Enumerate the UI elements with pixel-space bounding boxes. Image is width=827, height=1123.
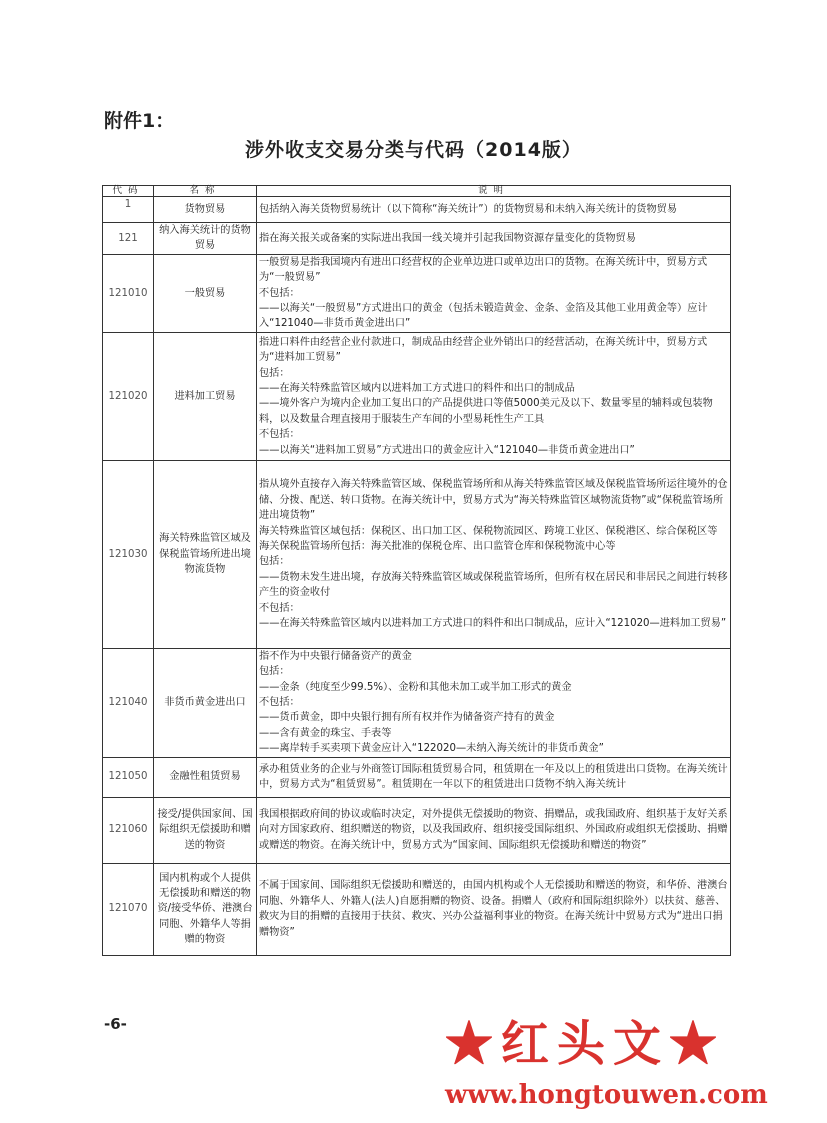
description-line: ——以海关“进料加工贸易”方式进出口的黄金应计入“121040—非货币黄金进出口” [259, 444, 635, 456]
description-line: 包括纳入海关货物贸易统计（以下简称“海关统计”）的货物贸易和未纳入海关统计的货物贸易 [259, 203, 678, 215]
description-line: 不包括： [259, 287, 300, 299]
description-line: ——以海关“一般贸易”方式进出口的黄金（包括未锻造黄金、金条、金箔及其他工业用黄金等）应计入“121040—非货币黄金进出口” [259, 303, 708, 330]
description-line: 一般贸易是指我国境内有进出口经营权的企业单边进口或单边出口的货物。在海关统计中，贸易方式为“一般贸易” [259, 256, 708, 284]
watermark-title: ★红头文★ [445, 1016, 726, 1072]
row-code: 121060 [103, 797, 154, 863]
row-description [257, 797, 731, 863]
row-name: 货物贸易 [154, 197, 257, 223]
row-code: 121040 [103, 648, 154, 757]
row-description [257, 863, 731, 955]
description-line: ——境外客户为境内企业加工复出口的产品提供进口等值5000美元及以下、数量零星的辅料或包装物料，以及数量合理直接用于服装生产车间的小型易耗性生产工具 [259, 398, 713, 425]
row-description [257, 332, 731, 460]
table-row [103, 254, 731, 332]
row-name: 金融性租赁贸易 [154, 757, 257, 797]
row-name: 进料加工贸易 [154, 332, 257, 460]
row-description [257, 757, 731, 797]
row-name: 海关特殊监管区域及保税监管场所进出境物流货物 [154, 460, 257, 648]
description-line: 指从境外直接存入海关特殊监管区域、保税监管场所和从海关特殊监管区域及保税监管场所运往境外的仓储、分拨、配送、转口货物。在海关统计中，贸易方式为“海关特殊监管区域物流货物”或“保税监管场所进出境货物” [259, 479, 728, 522]
description-line: 包括： [259, 666, 290, 678]
table-row [103, 648, 731, 757]
page-number: -6- [104, 1015, 127, 1033]
row-name: 接受/提供国家间、国际组织无偿援助和赠送的物资 [154, 797, 257, 863]
column-header-code: 代码 [103, 186, 154, 197]
row-name: 纳入海关统计的货物贸易 [154, 223, 257, 255]
description-line: 包括： [259, 556, 290, 568]
row-description [257, 648, 731, 757]
description-line: 我国根据政府间的协议或临时决定，对外提供无偿援助的物资、捐赠品，或我国政府、组织基于友好关系向对方国家政府、组织赠送的物资，以及我国政府、组织接受国际组织、外国政府或组织无偿援助、捐赠或赠送的物资。在海关统计中，贸易方式为“国家间、国际组织无偿援助和赠送的物资” [259, 809, 728, 851]
column-header-name: 名称 [154, 186, 257, 197]
document-title: 涉外收支交易分类与代码（2014版） [245, 139, 582, 161]
row-description [257, 223, 731, 255]
table-row [103, 797, 731, 863]
description-line: 不包括： [259, 602, 300, 614]
attachment-label: 附件1： [104, 110, 175, 132]
watermark [445, 1005, 820, 1110]
description-line: ——货物未发生进出境，存放海关特殊监管区域或保税监管场所，但所有权在居民和非居民之间进行转移产生的资金收付 [259, 571, 728, 599]
table-row [103, 863, 731, 955]
row-name: 国内机构或个人提供无偿援助和赠送的物资/接受华侨、港澳台同胞、外籍华人等捐赠的物资 [154, 863, 257, 955]
column-header-description: 说明 [257, 186, 731, 197]
row-code: 121070 [103, 863, 154, 955]
row-code: 1 [103, 197, 154, 223]
watermark-url: www.hongtouwen.com [445, 1080, 768, 1110]
description-line: ——离岸转手买卖项下黄金应计入“122020—未纳入海关统计的非货币黄金” [259, 743, 604, 755]
table-header-row [103, 186, 731, 197]
description-line: ——金条（纯度至少99.5%）、金粉和其他未加工或半加工形式的黄金 [259, 681, 572, 693]
row-description [257, 254, 731, 332]
description-line: 不包括： [259, 429, 300, 441]
table-row [103, 332, 731, 460]
description-line: ——在海关特殊监管区域内以进料加工方式进口的料件和出口制成品，应计入“121020—进料加工贸易” [259, 617, 727, 629]
classification-table [102, 185, 731, 956]
description-line: 指进口料件由经营企业付款进口，制成品由经营企业外销出口的经营活动，在海关统计中，贸易方式为“进料加工贸易” [259, 336, 708, 364]
row-code: 121030 [103, 460, 154, 648]
description-line: 指在海关报关或备案的实际进出我国一线关境并引起我国物资源存量变化的货物贸易 [259, 232, 636, 244]
table-row [103, 197, 731, 223]
table-body [103, 197, 731, 956]
description-line: ——含有黄金的珠宝、手表等 [259, 727, 392, 739]
row-code: 121 [103, 223, 154, 255]
description-line: 指不作为中央银行储备资产的黄金 [259, 650, 412, 662]
row-name: 一般贸易 [154, 254, 257, 332]
description-line: 海关特殊监管区域包括：保税区、出口加工区、保税物流园区、跨境工业区、保税港区、综合保税区等 [259, 525, 718, 537]
description-line: 海关保税监管场所包括：海关批准的保税仓库、出口监管仓库和保税物流中心等 [259, 540, 616, 552]
description-line: 承办租赁业务的企业与外商签订国际租赁贸易合同，租赁期在一年及以上的租赁进出口货物。在海关统计中，贸易方式为“租赁贸易”。租赁期在一年以下的租赁进出口货物不纳入海关统计 [259, 763, 728, 791]
row-name: 非货币黄金进出口 [154, 648, 257, 757]
table-row [103, 757, 731, 797]
table-row [103, 223, 731, 255]
row-description [257, 460, 731, 648]
row-code: 121020 [103, 332, 154, 460]
description-line: 不属于国家间、国际组织无偿援助和赠送的，由国内机构或个人无偿援助和赠送的物资，和华侨、港澳台同胞、外籍华人、外籍人(法人)自愿捐赠的物资、设备。捐赠人（政府和国际组织除外）以扶贫、慈善、救灾为目的捐赠的直接用于扶贫、救灾、兴办公益福利事业的物资。在海关统计中贸易方式为“进出口捐赠物资” [259, 880, 728, 938]
description-line: ——在海关特殊监管区域内以进料加工方式进口的料件和出口的制成品 [259, 382, 575, 394]
description-line: ——货币黄金，即中央银行拥有所有权并作为储备资产持有的黄金 [259, 712, 555, 724]
description-line: 不包括： [259, 697, 300, 709]
row-code: 121050 [103, 757, 154, 797]
row-code: 121010 [103, 254, 154, 332]
description-line: 包括： [259, 367, 290, 379]
table-row [103, 460, 731, 648]
row-description [257, 197, 731, 223]
